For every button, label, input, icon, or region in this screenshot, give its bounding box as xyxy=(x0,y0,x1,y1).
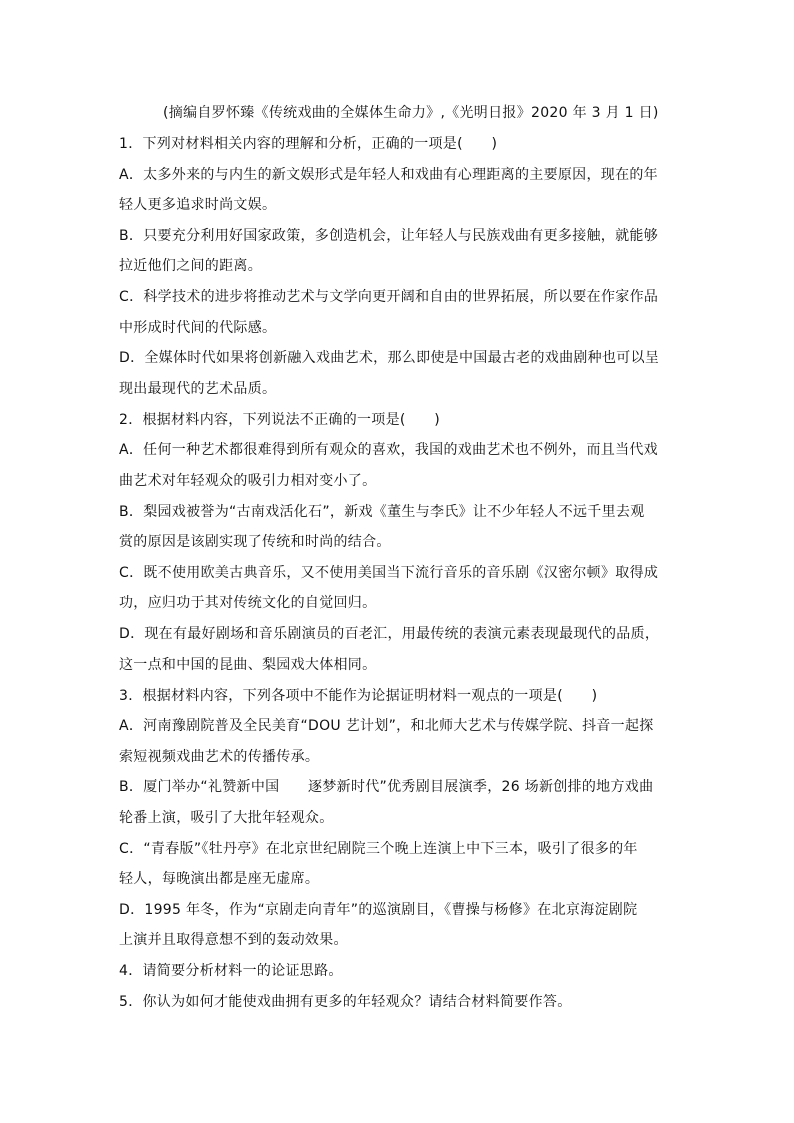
q1-option-a-line2: 轻人更多追求时尚文娱。 xyxy=(119,197,277,213)
q1-option-c-line2: 中形成时代间的代际感。 xyxy=(119,320,277,336)
q2-option-a-line2: 曲艺术对年轻观众的吸引力相对变小了。 xyxy=(119,473,377,489)
q2-option-b-line2: 赏的原因是该剧实现了传统和时尚的结合。 xyxy=(119,534,391,550)
q2-option-b-line1: B．梨园戏被誉为“古南戏活化石”，新戏《董生与李氏》让不少年轻人不远千里去观 xyxy=(119,504,645,520)
q2-option-a-line1: A．任何一种艺术都很难得到所有观众的喜欢，我国的戏曲艺术也不例外，而且当代戏 xyxy=(119,442,658,458)
q1-option-c-line1: C．科学技术的进步将推动艺术与文学向更开阔和自由的世界拓展，所以要在作家作品 xyxy=(119,289,659,305)
q3-option-b-line2: 轮番上演，吸引了大批年轻观众。 xyxy=(119,810,334,826)
question-4-stem: 4．请简要分析材料一的论证思路。 xyxy=(119,963,343,979)
q2-option-d-line2: 这一点和中国的昆曲、梨园戏大体相同。 xyxy=(119,657,377,673)
q1-option-b-line1: B．只要充分利用好国家政策，多创造机会，让年轻人与民族戏曲有更多接触，就能够 xyxy=(119,228,659,244)
q3-option-c-line1: C．“青春版”《牡丹亭》在北京世纪剧院三个晚上连演上中下三本，吸引了很多的年 xyxy=(119,841,638,857)
q3-option-b-line1: B．厦门举办“礼赞新中国 逐梦新时代”优秀剧目展演季，26 场新创排的地方戏曲 xyxy=(119,779,654,795)
question-1-stem: 1．下列对材料相关内容的理解和分析，正确的一项是( ) xyxy=(119,136,498,152)
q1-option-b-line2: 拉近他们之间的距离。 xyxy=(119,258,262,274)
q3-option-a-line1: A．河南豫剧院普及全民美育“DOU 艺计划”，和北师大艺术与传媒学院、抖音一起探 xyxy=(119,718,654,734)
source-citation: (摘编自罗怀臻《传统戏曲的全媒体生命力》,《光明日报》2020 年 3 月 1 日) xyxy=(163,105,659,121)
q2-option-d-line1: D．现在有最好剧场和音乐剧演员的百老汇，用最传统的表演元素表现最现代的品质， xyxy=(119,626,660,642)
q1-option-a-line1: A．太多外来的与内生的新文娱形式是年轻人和戏曲有心理距离的主要原因，现在的年 xyxy=(119,167,658,183)
q1-option-d-line2: 现出最现代的艺术品质。 xyxy=(119,381,277,397)
q3-option-a-line2: 索短视频戏曲艺术的传播传承。 xyxy=(119,749,320,765)
q2-option-c-line1: C．既不使用欧美古典音乐，又不使用美国当下流行音乐的音乐剧《汉密尔顿》取得成 xyxy=(119,565,659,581)
question-5-stem: 5．你认为如何才能使戏曲拥有更多的年轻观众？请结合材料简要作答。 xyxy=(119,994,572,1010)
q1-option-d-line1: D．全媒体时代如果将创新融入戏曲艺术，那么即使是中国最古老的戏曲剧种也可以呈 xyxy=(119,350,660,366)
q3-option-d-line2: 上演并且取得意想不到的轰动效果。 xyxy=(119,932,348,948)
question-2-stem: 2．根据材料内容，下列说法不正确的一项是( ) xyxy=(119,412,441,428)
question-3-stem: 3．根据材料内容，下列各项中不能作为论据证明材料一观点的一项是( ) xyxy=(119,688,598,704)
q2-option-c-line2: 功，应归功于其对传统文化的自觉回归。 xyxy=(119,595,377,611)
q3-option-d-line1: D．1995 年冬，作为“京剧走向青年”的巡演剧目，《曹操与杨修》在北京海淀剧院 xyxy=(119,902,638,918)
q3-option-c-line2: 轻人，每晚演出都是座无虚席。 xyxy=(119,871,320,887)
